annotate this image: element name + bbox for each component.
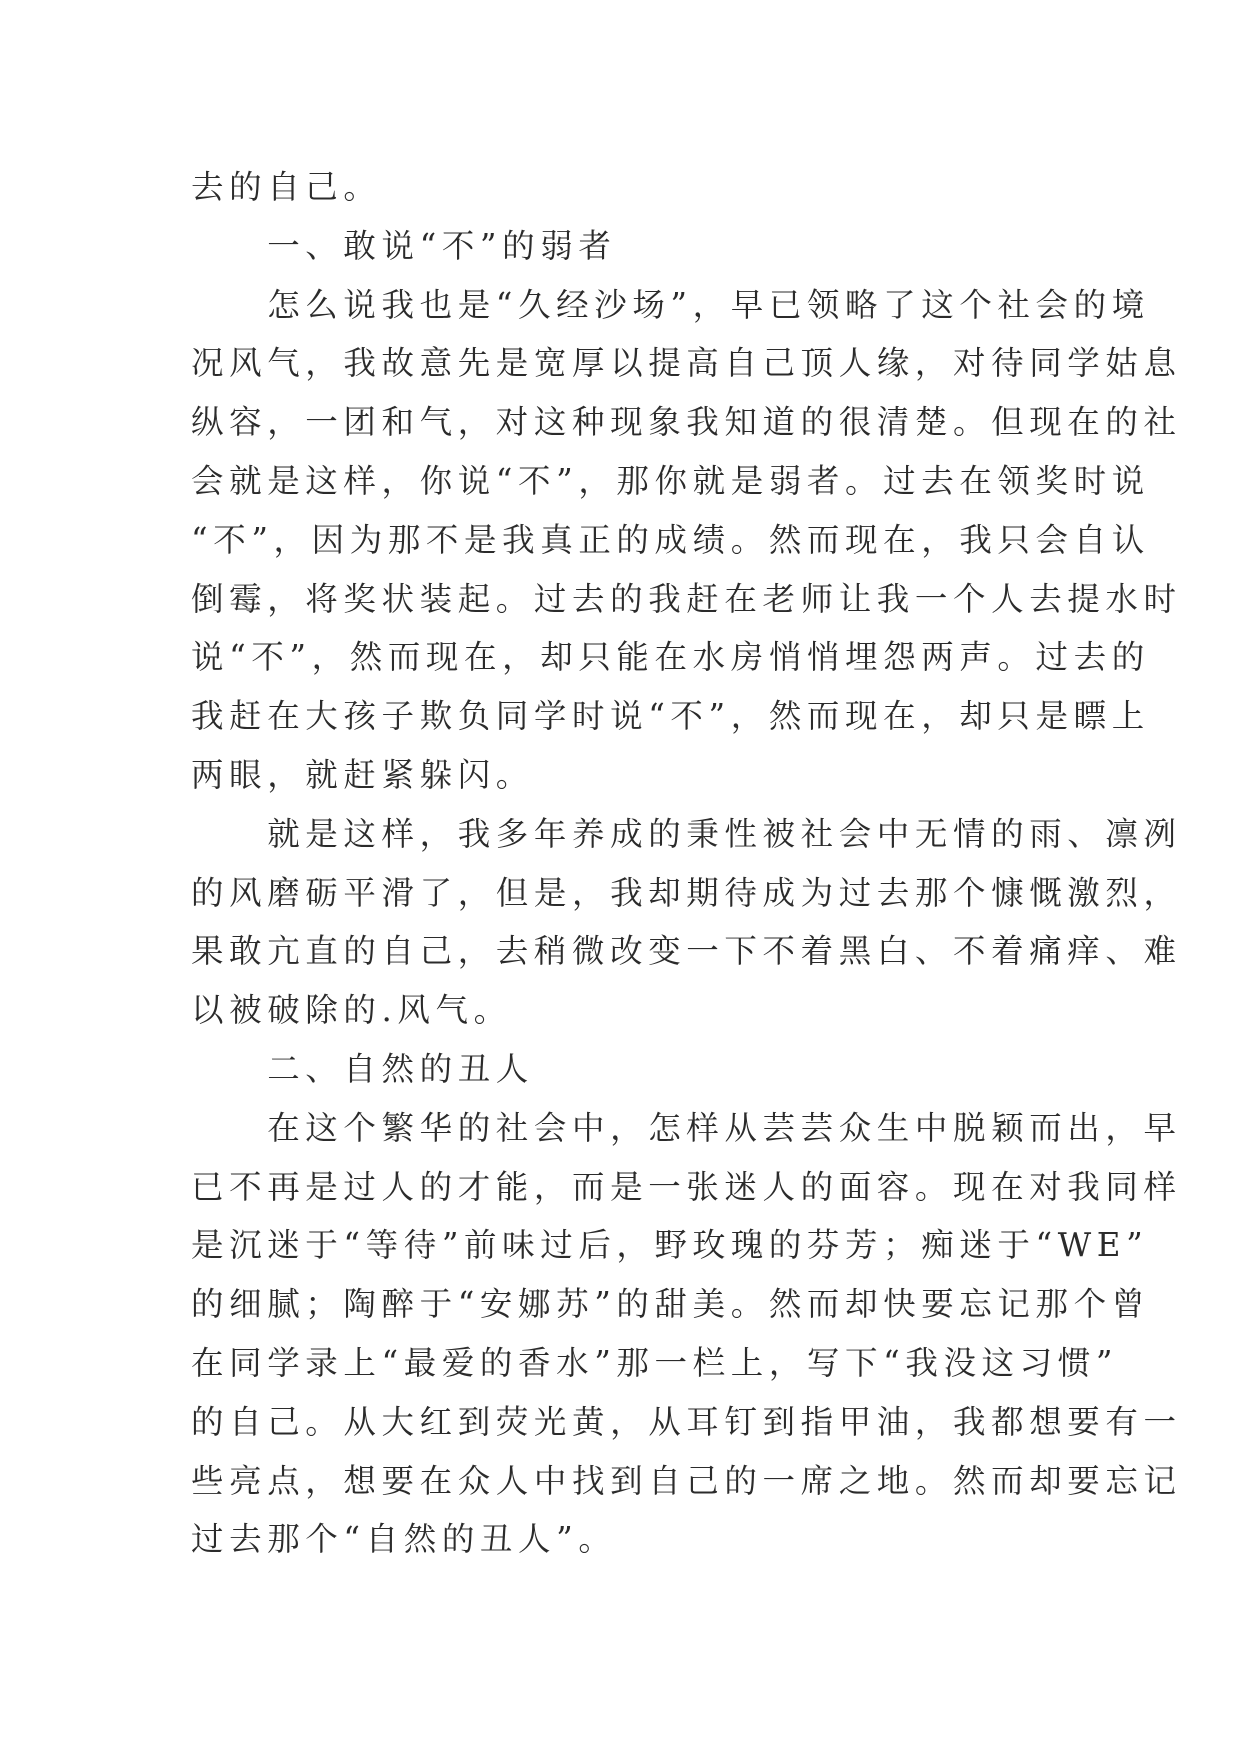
- text-line: 两眼，就赶紧躲闪。: [191, 755, 534, 794]
- text-line: 是沉迷于“等待”前味过后，野玫瑰的芬芳；痴迷于“WE”: [191, 1226, 1149, 1265]
- text-line: 的自己。从大红到荧光黄，从耳钉到指甲油，我都想要有一: [191, 1402, 1182, 1441]
- text-line: 的细腻；陶醉于“安娜苏”的甜美。然而却快要忘记那个曾: [191, 1285, 1150, 1324]
- text-line: 说“不”，然而现在，却只能在水房悄悄埋怨两声。过去的: [191, 638, 1150, 677]
- section-heading: 二、自然的丑人: [191, 1049, 534, 1088]
- text-line: 我赶在大孩子欺负同学时说“不”，然而现在，却只是瞟上: [191, 697, 1150, 736]
- text-line: 怎么说我也是“久经沙场”，早已领略了这个社会的境: [191, 285, 1150, 324]
- text-line: 果敢亢直的自己，去稍微改变一下不着黑白、不着痛痒、难: [191, 932, 1182, 971]
- text-line: “不”，因为那不是我真正的成绩。然而现在，我只会自认: [191, 520, 1150, 559]
- document-body: [191, 158, 1182, 1569]
- text-line: 会就是这样，你说“不”，那你就是弱者。过去在领奖时说: [191, 461, 1150, 500]
- text-line: 过去那个“自然的丑人”。: [191, 1520, 617, 1559]
- text-line: 在同学录上“最爱的香水”那一栏上，写下“我没这习惯”: [191, 1343, 1119, 1382]
- text-line: 的风磨砺平滑了，但是，我却期待成为过去那个慷慨激烈，: [191, 873, 1182, 912]
- text-line: 些亮点，想要在众人中找到自己的一席之地。然而却要忘记: [191, 1461, 1182, 1500]
- text-line: 纵容，一团和气，对这种现象我知道的很清楚。但现在的社: [191, 403, 1182, 442]
- text-line: 去的自己。: [191, 168, 382, 206]
- section-heading: 一、敢说“不”的弱者: [191, 226, 617, 265]
- text-line: 就是这样，我多年养成的秉性被社会中无情的雨、凛冽: [191, 814, 1182, 853]
- text-line: 以被破除的.风气。: [191, 991, 512, 1030]
- text-line: 况风气，我故意先是宽厚以提高自己顶人缘，对待同学姑息: [191, 344, 1182, 383]
- text-line: 已不再是过人的才能，而是一张迷人的面容。现在对我同样: [191, 1167, 1182, 1206]
- text-line: 在这个繁华的社会中，怎样从芸芸众生中脱颖而出，早: [191, 1108, 1182, 1147]
- text-line: 倒霉，将奖状装起。过去的我赶在老师让我一个人去提水时: [191, 579, 1182, 618]
